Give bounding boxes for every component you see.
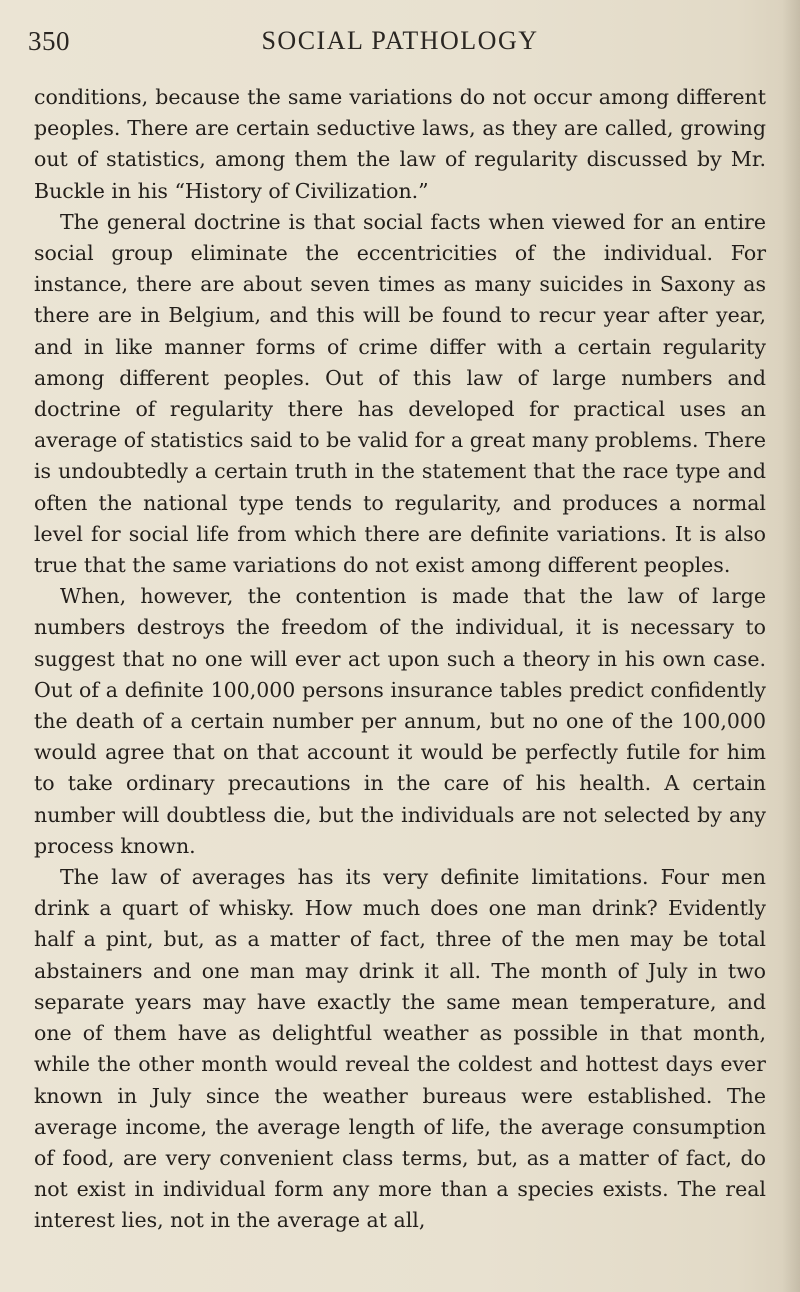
page-header: [28, 26, 772, 66]
page-edge-shadow: [782, 0, 800, 1292]
paragraph: The general doctrine is that social facts when viewed for an entire social group eliminate the eccentricities of the individual. For instance, there are about seven times as many suicides in Saxony as there are in Belgium, and this will be found to recur year after year, and in like manner forms of crime differ with a certain regularity among different peoples. Out of this law of large numbers and doctrine of regularity there has developed for practical uses an average of statistics said to be valid for a great many problems. There is undoubtedly a certain truth in the statement that the race type and often the national type tends to regularity, and produces a normal level for social life from which there are definite variations. It is also true that the same variations do not exist among different peoples.: [34, 209, 766, 578]
paragraph: When, however, the contention is made that the law of large numbers destroys the freedom of the individual, it is necessary to suggest that no one will ever act upon such a theory in his own case. Out of a definite 100,000 persons insurance tables predict confidently the death of a certain number per annum, but no one of the 100,000 would agree that on that account it would be perfectly futile for him to take ordinary precautions in the care of his health. A certain number will doubtless die, but the individuals are not selected by any process known.: [34, 584, 766, 858]
paragraph: conditions, because the same variations do not occur among different peoples. There are certain seductive laws, as they are called, growing out of statistics, among them the law of regularity discussed by Mr. Buckle in his “History of Civilization.”: [34, 85, 766, 203]
page-number: 350: [28, 26, 70, 56]
paragraph: The law of averages has its very definite limitations. Four men drink a quart of whisky. How much does one man drink? Evidently half a pint, but, as a matter of fact, three of the men may be total abstainers and one man may drink it all. The month of July in two separate years may have exactly the same mean temperature, and one of them have as delightful weather as possible in that month, while the other month would reveal the coldest and hottest days ever known in July since the weather bureaus were established. The average income, the average length of life, the average consumption of food, are very convenient class terms, but, as a matter of fact, do not exist in individual form any more than a species exists. The real interest lies, not in the average at all,: [34, 865, 766, 1233]
running-head: SOCIAL PATHOLOGY: [261, 26, 539, 55]
body-text: [34, 82, 766, 1237]
